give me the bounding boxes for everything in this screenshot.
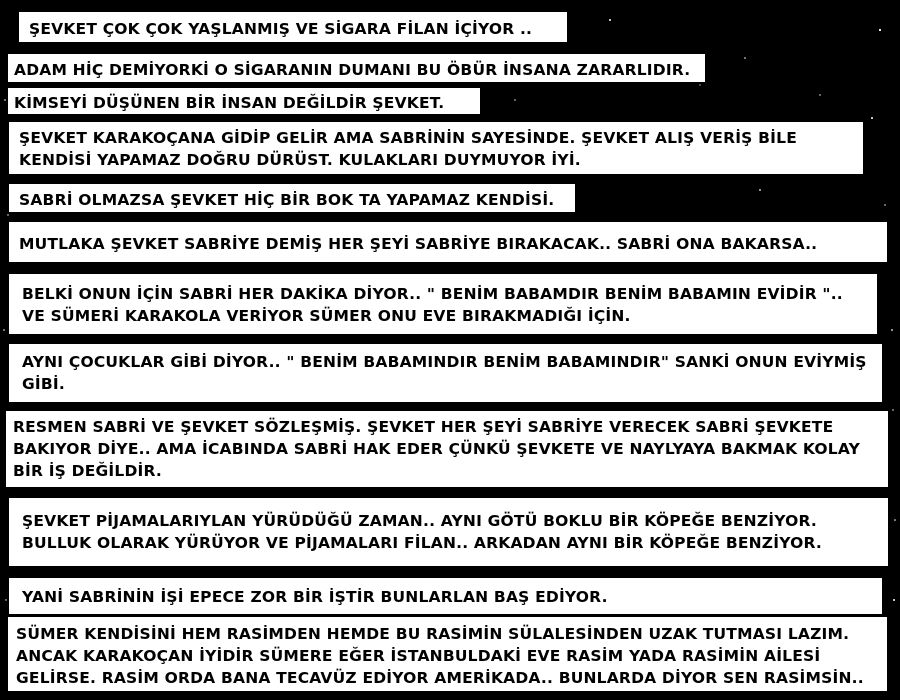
caption-line: RESMEN SABRİ VE ŞEVKET SÖZLEŞMİŞ. ŞEVKET HER ŞEYİ SABRİYE VERECEK SABRİ ŞEVKETE (13, 418, 834, 436)
caption-line: SÜMER KENDİSİNİ HEM RASİMDEN HEMDE BU RASİMİN SÜLALESİNDEN UZAK TUTMASI LAZIM. (16, 625, 850, 643)
star (7, 214, 8, 215)
caption-box-2 (6, 52, 707, 84)
caption-line: BAKIYOR DİYE.. AMA İCABINDA SABRİ HAK EDER ÇÜNKÜ ŞEVKETE VE NAYLYAYA BAKMAK KOLAY (13, 440, 861, 458)
caption-line: VE SÜMERİ KARAKOLA VERİYOR SÜMER ONU EVE BIRAKMADIĞI İÇİN. (22, 307, 631, 325)
caption-box-8 (7, 342, 884, 404)
caption-line: BİR İŞ DEĞİLDİR. (13, 462, 163, 480)
caption-box-12 (6, 615, 889, 693)
star (759, 189, 761, 191)
caption-box-3 (6, 86, 482, 116)
star (871, 117, 873, 119)
caption-line: BULLUK OLARAK YÜRÜYOR VE PİJAMALARI FİLAN.. ARKADAN AYNI BİR KÖPEĞE BENZİYOR. (22, 534, 822, 552)
star (891, 329, 893, 331)
star (893, 599, 895, 601)
star (514, 99, 515, 100)
caption-line: GELİRSE. RASİM ORDA BANA TECAVÜZ EDİYOR AMERİKADA.. BUNLARDA DİYOR SEN RASİMSİN.. (16, 669, 864, 687)
star (879, 29, 881, 31)
star (744, 57, 746, 59)
star (884, 204, 885, 205)
caption-box-6 (7, 220, 889, 264)
caption-line: ŞEVKET PİJAMALARIYLAN YÜRÜDÜĞÜ ZAMAN.. AYNI GÖTÜ BOKLU BİR KÖPEĞE BENZİYOR. (22, 512, 817, 530)
caption-line: SABRİ OLMAZSA ŞEVKET HİÇ BİR BOK TA YAPAMAZ KENDİSİ. (19, 191, 555, 209)
caption-box-1 (17, 10, 569, 44)
caption-line: ANCAK KARAKOÇAN İYİDİR SÜMERE EĞER İSTANBULDAKİ EVE RASİM YADA RASİMİN AİLESİ (16, 647, 821, 665)
caption-line: MUTLAKA ŞEVKET SABRİYE DEMİŞ HER ŞEYİ SABRİYE BIRAKACAK.. SABRİ ONA BAKARSA.. (19, 235, 818, 253)
caption-line: BELKİ ONUN İÇİN SABRİ HER DAKİKA DİYOR.. " BENİM BABAMDIR BENİM BABAMIN EVİDİR ".. (22, 285, 843, 303)
caption-line: ŞEVKET ÇOK ÇOK YAŞLANMIŞ VE SİGARA FİLAN İÇİYOR .. (29, 20, 533, 38)
caption-box-7 (7, 272, 879, 336)
caption-line: ŞEVKET KARAKOÇANA GİDİP GELİR AMA SABRİNİN SAYESİNDE. ŞEVKET ALIŞ VERİŞ BİLE (19, 129, 797, 147)
caption-box-10 (7, 496, 890, 568)
star (3, 329, 5, 331)
star (892, 409, 893, 410)
caption-line: YANİ SABRİNİN İŞİ EPECE ZOR BİR İŞTİR BUNLARLAN BAŞ EDİYOR. (22, 588, 608, 606)
caption-line: KENDİSİ YAPAMAZ DOĞRU DÜRÜST. KULAKLARI DUYMUYOR İYİ. (19, 151, 581, 169)
star (609, 19, 611, 21)
caption-line: ADAM HİÇ DEMİYORKİ O SİGARANIN DUMANI BU ÖBÜR İNSANA ZARARLIDIR. (14, 61, 691, 79)
star (819, 94, 820, 95)
star (699, 84, 700, 85)
caption-line: KİMSEYİ DÜŞÜNEN BİR İNSAN DEĞİLDİR ŞEVKET. (14, 94, 445, 112)
star (894, 519, 896, 521)
caption-box-5 (7, 182, 577, 214)
caption-box-9 (4, 409, 890, 489)
caption-box-4 (7, 120, 865, 176)
caption-box-11 (7, 576, 884, 616)
caption-line: GİBİ. (22, 375, 65, 393)
caption-line: AYNI ÇOCUKLAR GİBİ DİYOR.. " BENİM BABAMINDIR BENİM BABAMINDIR" SANKİ ONUN EVİYMİŞ (22, 353, 867, 371)
